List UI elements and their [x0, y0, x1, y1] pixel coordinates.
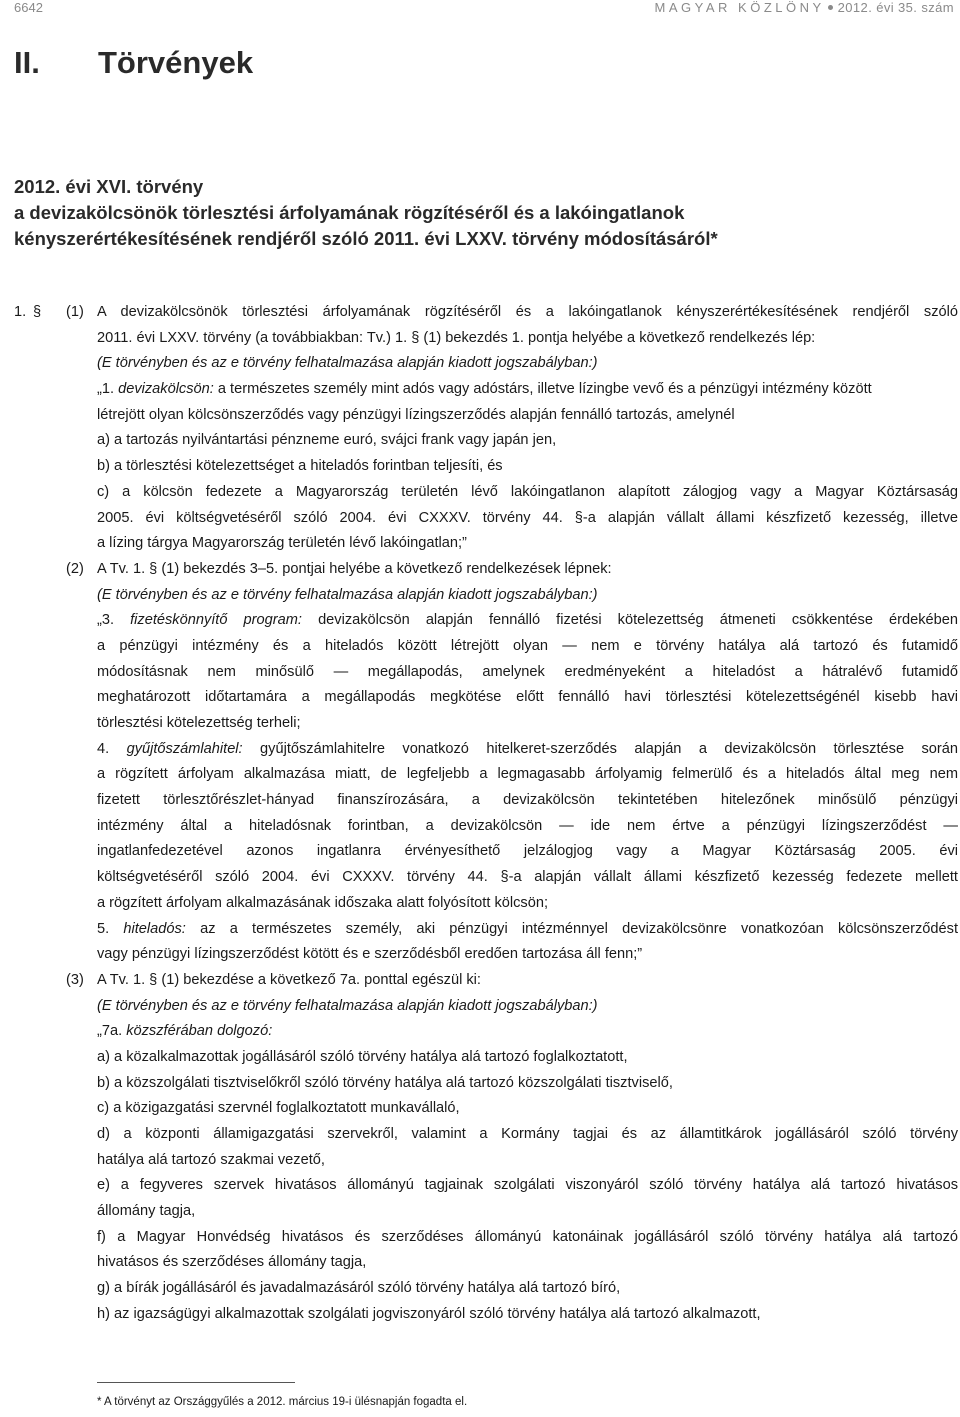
- footnote-divider: [97, 1382, 295, 1383]
- text-line: a lízing tárgya Magyarország területén lévő lakóingatlan;”: [97, 535, 467, 552]
- text-line: e) a fegyveres szervek hivatásos állományú tagjainak szolgálati viszonyáról szóló törvény hatálya alá tartozó hivatásos: [97, 1177, 958, 1194]
- journal-name: MAGYAR KÖZLÖNY: [654, 0, 825, 15]
- text-line: „3. fizetéskönnyítő program: devizakölcsön alapján fennálló fizetési kötelezettség átmeneti csökkentése érdekében: [97, 612, 958, 629]
- text-line: meghatározott időtartamára a megállapodás megkötése előtt fennálló havi törlesztési kötelezettségénél kisebb havi: [97, 689, 958, 706]
- text-line: (E törvényben és az e törvény felhatalmazása alapján kiadott jogszabályban:): [97, 355, 598, 372]
- text-line: a) a tartozás nyilvántartási pénzneme euró, svájci frank vagy japán jen,: [97, 432, 557, 449]
- text-line: ingatlanfedezetével azonos ingatlanra érvényesíthető jelzálogjog vagy a Magyar Köztársaság 2005. évi: [97, 843, 958, 860]
- text-line: „7a. közszférában dolgozó:: [97, 1023, 273, 1040]
- text-line: 4. gyűjtőszámlahitel: gyűjtőszámlahitelre vonatkozó hitelkeret-szerződés alapján a devizakölcsön törlesztése során: [97, 740, 958, 757]
- paragraph-label: (2): [66, 560, 84, 577]
- text-line: b) a törlesztési kötelezettséget a hiteladós forintban teljesíti, és: [97, 458, 503, 475]
- text-line: (E törvényben és az e törvény felhatalmazása alapján kiadott jogszabályban:): [97, 586, 598, 603]
- text-line: módosításnak nem minősülő — megállapodás, amelynek eredményeként a hiteladóst a hátralévő futamidő: [97, 663, 958, 680]
- text-line: a) a közalkalmazottak jogállásáról szóló törvény hatálya alá tartozó foglalkoztatott,: [97, 1048, 628, 1065]
- defined-term: hiteladós:: [123, 920, 186, 937]
- law-title-line: 2012. évi XVI. törvény: [14, 176, 204, 197]
- issue-number: 2012. évi 35. szám: [837, 0, 954, 15]
- text-line: költségvetéséről szóló 2004. évi CXXXV. törvény 44. §-a alapján vállalt állami készfizető kezesség fedezete mellett: [97, 869, 958, 886]
- text-line: a rögzített árfolyam alkalmazásának időszaka alatt folyósított kölcsön;: [97, 894, 549, 911]
- text-line: a rögzített árfolyam alkalmazása miatt, de legfeljebb a legmagasabb árfolyamig felmerülő és a hiteladós által meg nem: [97, 766, 958, 783]
- text-line: hatálya alá tartozó szakmai vezető,: [97, 1151, 325, 1168]
- section-number: 1.: [14, 304, 27, 320]
- page-number: 6642: [14, 0, 43, 15]
- law-body: [14, 300, 958, 1328]
- text-line: intézmény által a hiteladósnak forintban, a devizakölcsön — ide nem értve a pénzügyi lízingszerződést —: [97, 817, 958, 834]
- defined-term: devizakölcsön:: [118, 381, 214, 398]
- text-line: (E törvényben és az e törvény felhatalmazása alapján kiadott jogszabályban:): [97, 997, 598, 1014]
- chapter-number: II.: [14, 45, 40, 80]
- text-line: d) a központi államigazgatási szervekről, valamint a Kormány tagjai és az államtitkárok jogállásáról szóló törvény: [97, 1126, 958, 1142]
- text-line: fizetett törlesztőrészlet-hányad finanszírozására, a devizakölcsön tekintetében hitelezőnek minősülő pénzügyi: [97, 792, 958, 809]
- text-line: törlesztési kötelezettség terheli;: [97, 715, 301, 731]
- text-line: 5. hiteladós: az a természetes személy, aki pénzügyi intézménnyel devizakölcsönre vonatkozóan kölcsönszerződést: [97, 920, 958, 937]
- text-line: a pénzügyi intézmény és a hiteladós között létrejött olyan — nem e törvény hatálya alá tartozó és futamidő: [97, 637, 958, 654]
- defined-term: fizetéskönnyítő program:: [130, 612, 302, 629]
- text-line: f) a Magyar Honvédség hivatásos és szerződéses állományú katonáinak jogállásáról szóló törvény hatálya alá tartozó: [97, 1228, 958, 1245]
- law-title: [14, 174, 718, 252]
- chapter-heading: [14, 45, 253, 81]
- text-line: c) a közigazgatási szervnél foglalkoztatott munkavállaló,: [97, 1100, 460, 1117]
- paragraph-label: (1): [66, 304, 84, 320]
- text-line: állomány tagja,: [97, 1203, 196, 1220]
- text-line: 2011. évi LXXV. törvény (a továbbiakban: Tv.) 1. § (1) bekezdés 1. pontja helyébe a következő rendelkezés lép:: [97, 329, 816, 346]
- text-line: (3) A Tv. 1. § (1) bekezdése a következő 7a. ponttal egészül ki:: [14, 968, 958, 994]
- law-title-line: a devizakölcsönök törlesztési árfolyamának rögzítéséről és a lakóingatlanok: [14, 202, 685, 223]
- defined-term: közszférában dolgozó:: [126, 1023, 273, 1040]
- law-title-line: kényszerértékesítésének rendjéről szóló 2011. évi LXXV. törvény módosításáról*: [14, 228, 718, 249]
- text-line: vagy pénzügyi lízingszerződést kötött és e szerződésből eredően tartozása áll fenn;”: [97, 946, 643, 963]
- text-line: h) az igazságügyi alkalmazottak szolgálati jogviszonyáról szóló törvény hatálya alá tartozó alkalmazott,: [97, 1305, 761, 1322]
- text-line: g) a bírák jogállásáról és javadalmazásáról szóló törvény hatálya alá tartozó bíró,: [97, 1280, 621, 1297]
- chapter-title: Törvények: [98, 45, 254, 80]
- text-line: hivatásos és szerződéses állomány tagja,: [97, 1254, 367, 1271]
- running-head: [655, 0, 954, 15]
- text-line: „1. devizakölcsön: a természetes személy mint adós vagy adóstárs, illetve lízingbe vevő és a pénzügyi intézmény között: [97, 381, 872, 398]
- text-line: 1. § (1) A devizakölcsönök törlesztési árfolyamának rögzítéséről és a lakóingatlanok kényszerértékesítésének rendjéről szóló: [14, 300, 958, 326]
- separator-dot: [828, 5, 833, 10]
- text-line: létrejött olyan kölcsönszerződés vagy pénzügyi lízingszerződés alapján fennálló tartozás, amelynél: [97, 406, 735, 423]
- text-line: (2) A Tv. 1. § (1) bekezdés 3–5. pontjai helyébe a következő rendelkezések lépnek:: [14, 557, 958, 583]
- text-line: c) a kölcsön fedezete a Magyarország területén lévő lakóingatlanon alapított zálogjog vagy a Magyar Köztársaság: [97, 483, 958, 500]
- text-line: 2005. évi költségvetéséről szóló 2004. évi CXXXV. törvény 44. §-a alapján vállalt állami készfizető kezesség, illetve: [97, 509, 958, 526]
- text-line: b) a közszolgálati tisztviselőkről szóló törvény hatálya alá tartozó közszolgálati tisztviselő,: [97, 1074, 673, 1091]
- footnote: * A törvényt az Országgyűlés a 2012. március 19-i ülésnapján fogadta el.: [97, 1396, 468, 1408]
- defined-term: gyűjtőszámlahitel:: [126, 740, 243, 757]
- section-symbol: §: [33, 304, 42, 320]
- paragraph-label: (3): [66, 971, 84, 988]
